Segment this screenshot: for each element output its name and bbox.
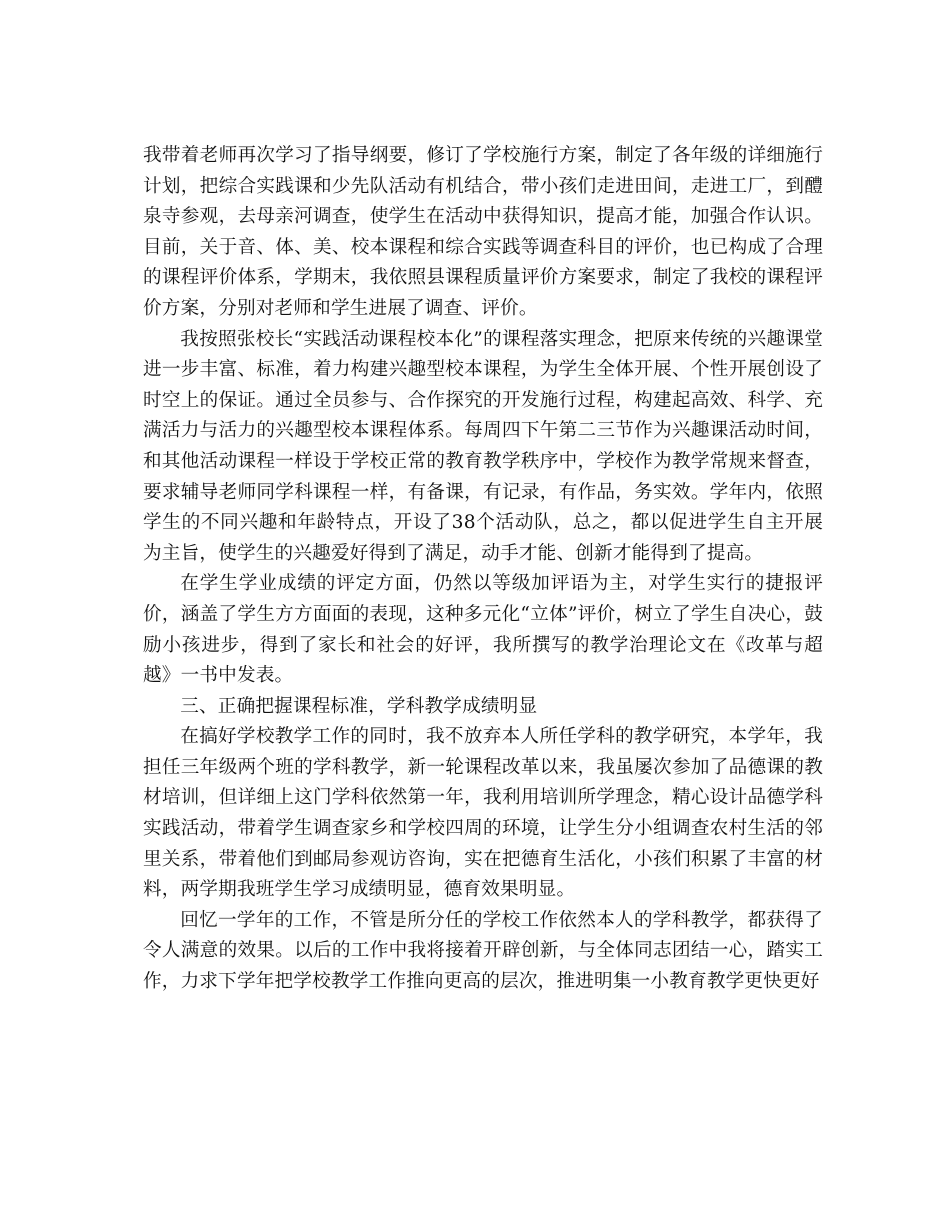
document-body xyxy=(143,141,823,998)
section-heading-3: 三、正确把握课程标准，学科教学成绩明显 xyxy=(180,695,538,717)
paragraph-2: 我按照张校长“实践活动课程校本化”的课程落实理念，把原来传统的兴趣课堂进一步丰富、标准，着力构建兴趣型校本课程，为学生全体开展、个性开展创设了时空上的保证。通过全员参与、合作探究的开发施行过程，构建起高效、科学、充满活力与活力的兴趣型校本课程体系。每周四下午第二三节作为兴趣课活动时间，和其他活动课程一样设于学校正常的教育教学秩序中，学校作为教学常规来督查，要求辅导老师同学科课程一样，有备课，有记录，有作品，务实效。学年内，依照学生的不同兴趣和年龄特点，开设了38个活动队，总之，都以促进学生自主开展为主旨，使学生的兴趣爱好得到了满足，动手才能、创新才能得到了提高。 xyxy=(143,328,823,564)
paragraph-4: 在搞好学校教学工作的同时，我不放弃本人所任学科的教学研究，本学年，我担任三年级两个班的学科教学，新一轮课程改革以来，我虽屡次参加了品德课的教材培训，但详细上这门学科依然第一年，我利用培训所学理念，精心设计品德学科实践活动，带着学生调查家乡和学校四周的环境，让学生分小组调查农村生活的邻里关系，带着他们到邮局参观访咨询，实在把德育生活化，小孩们积累了丰富的材料，两学期我班学生学习成绩明显，德育效果明显。 xyxy=(143,726,823,901)
paragraph-5: 回忆一学年的工作，不管是所分任的学校工作依然本人的学科教学，都获得了令人满意的效果。以后的工作中我将接着开辟创新，与全体同志团结一心，踏实工作，力求下学年把学校教学工作推向更高的层次，推进明集一小教育教学更快更好 xyxy=(143,909,823,993)
paragraph-3: 在学生学业成绩的评定方面，仍然以等级加评语为主，对学生实行的捷报评价，涵盖了学生方方面面的表现，这种多元化“立体”评价，树立了学生自决心，鼓励小孩进步，得到了家长和社会的好评，我所撰写的教学治理论文在《改革与超越》一书中发表。 xyxy=(143,573,823,687)
paragraph-1: 我带着老师再次学习了指导纲要，修订了学校施行方案，制定了各年级的详细施行计划，把综合实践课和少先队活动有机结合，带小孩们走进田间，走进工厂，到醴泉寺参观，去母亲河调查，使学生在活动中获得知识，提高才能，加强合作认识。目前，关于音、体、美、校本课程和综合实践等调查科目的评价，也已构成了合理的课程评价体系，学期末，我依照县课程质量评价方案要求，制定了我校的课程评价方案，分别对老师和学生进展了调查、评价。 xyxy=(143,145,823,319)
